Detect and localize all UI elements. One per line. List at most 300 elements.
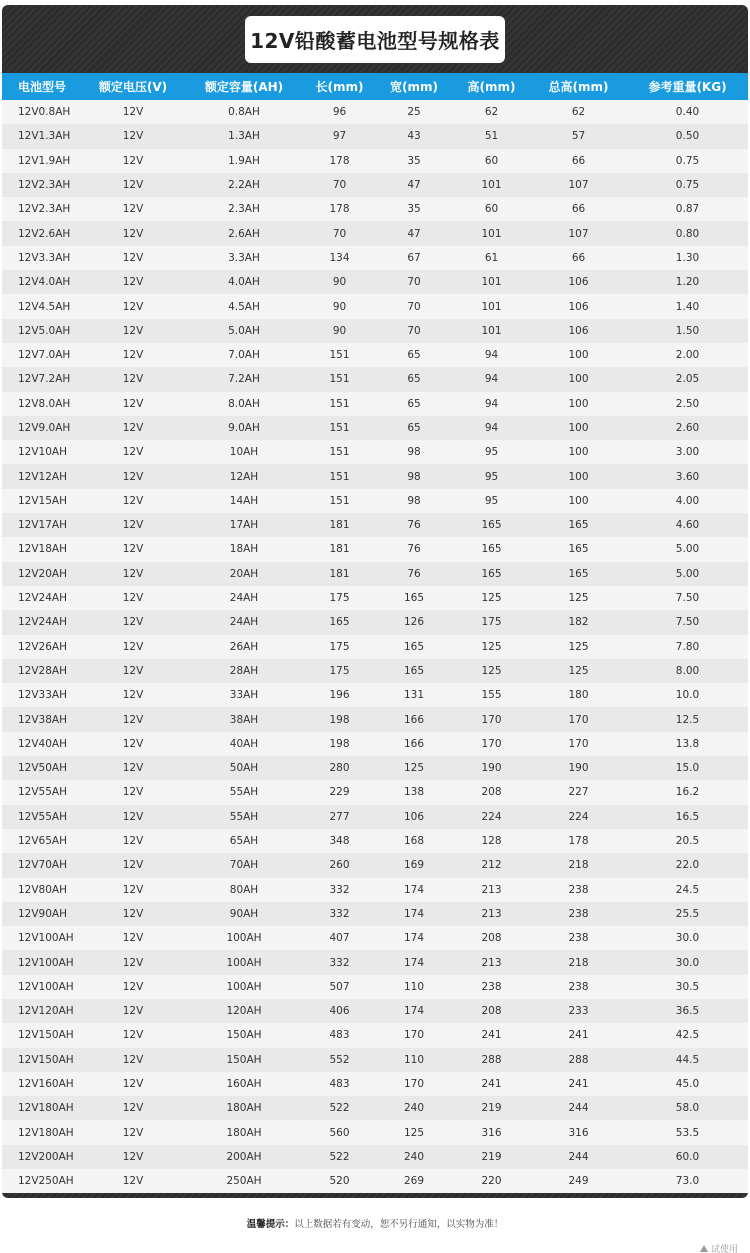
cell-height: 241: [453, 1023, 530, 1047]
table-header: [2, 73, 748, 100]
cell-height: 95: [453, 489, 530, 513]
table-row: [2, 805, 748, 829]
cell-width: 126: [375, 610, 453, 634]
cell-model: 12V4.0AH: [2, 270, 82, 294]
cell-height: 95: [453, 440, 530, 464]
cell-voltage: 12V: [82, 392, 184, 416]
cell-total-height: 100: [530, 464, 627, 488]
table-row: [2, 246, 748, 270]
cell-model: 12V2.6AH: [2, 221, 82, 245]
cell-height: 101: [453, 294, 530, 318]
cell-model: 12V24AH: [2, 610, 82, 634]
cell-model: 12V18AH: [2, 537, 82, 561]
cell-height: 213: [453, 902, 530, 926]
table-row: [2, 537, 748, 561]
cell-weight: 4.00: [627, 489, 748, 513]
cell-width: 125: [375, 756, 453, 780]
cell-voltage: 12V: [82, 1145, 184, 1169]
cell-model: 12V12AH: [2, 464, 82, 488]
cell-total-height: 241: [530, 1023, 627, 1047]
cell-model: 12V180AH: [2, 1096, 82, 1120]
column-header-total-height: 总高(mm): [530, 73, 627, 100]
cell-total-height: 224: [530, 805, 627, 829]
cell-weight: 58.0: [627, 1096, 748, 1120]
table-row: [2, 1096, 748, 1120]
cell-weight: 42.5: [627, 1023, 748, 1047]
cell-width: 110: [375, 975, 453, 999]
cell-voltage: 12V: [82, 562, 184, 586]
cell-total-height: 238: [530, 902, 627, 926]
cell-voltage: 12V: [82, 1048, 184, 1072]
cell-capacity: 1.9AH: [184, 149, 304, 173]
cell-weight: 0.50: [627, 124, 748, 148]
cell-voltage: 12V: [82, 610, 184, 634]
table-row: [2, 950, 748, 974]
cell-voltage: 12V: [82, 878, 184, 902]
cell-height: 208: [453, 926, 530, 950]
cell-model: 12V150AH: [2, 1048, 82, 1072]
cell-voltage: 12V: [82, 1096, 184, 1120]
cell-weight: 1.40: [627, 294, 748, 318]
cell-capacity: 2.6AH: [184, 221, 304, 245]
cell-capacity: 100AH: [184, 975, 304, 999]
cell-height: 101: [453, 270, 530, 294]
cell-height: 155: [453, 683, 530, 707]
cell-length: 560: [304, 1120, 375, 1144]
cell-height: 125: [453, 659, 530, 683]
cell-width: 240: [375, 1096, 453, 1120]
cell-length: 332: [304, 902, 375, 926]
cell-model: 12V55AH: [2, 780, 82, 804]
cell-total-height: 100: [530, 367, 627, 391]
cell-model: 12V4.5AH: [2, 294, 82, 318]
cell-height: 170: [453, 732, 530, 756]
cell-height: 219: [453, 1096, 530, 1120]
cell-total-height: 182: [530, 610, 627, 634]
cell-total-height: 106: [530, 270, 627, 294]
cell-total-height: 100: [530, 343, 627, 367]
cell-weight: 5.00: [627, 537, 748, 561]
cell-length: 332: [304, 950, 375, 974]
cell-capacity: 9.0AH: [184, 416, 304, 440]
cell-width: 76: [375, 537, 453, 561]
cell-capacity: 200AH: [184, 1145, 304, 1169]
cell-weight: 5.00: [627, 562, 748, 586]
cell-width: 170: [375, 1072, 453, 1096]
cell-model: 12V100AH: [2, 975, 82, 999]
cell-capacity: 26AH: [184, 635, 304, 659]
cell-total-height: 238: [530, 975, 627, 999]
cell-width: 170: [375, 1023, 453, 1047]
cell-length: 175: [304, 659, 375, 683]
cell-capacity: 38AH: [184, 707, 304, 731]
cell-length: 151: [304, 392, 375, 416]
cell-model: 12V3.3AH: [2, 246, 82, 270]
cell-total-height: 165: [530, 513, 627, 537]
cell-capacity: 180AH: [184, 1096, 304, 1120]
cell-width: 47: [375, 221, 453, 245]
cell-length: 520: [304, 1169, 375, 1193]
cell-total-height: 100: [530, 392, 627, 416]
cell-height: 62: [453, 100, 530, 124]
page-title: 12V铅酸蓄电池型号规格表: [245, 16, 505, 63]
cell-capacity: 18AH: [184, 537, 304, 561]
cell-total-height: 190: [530, 756, 627, 780]
cell-weight: 3.00: [627, 440, 748, 464]
cell-length: 70: [304, 173, 375, 197]
cell-width: 166: [375, 732, 453, 756]
cell-width: 125: [375, 1120, 453, 1144]
cell-width: 169: [375, 853, 453, 877]
table-row: [2, 1023, 748, 1047]
cell-weight: 30.0: [627, 926, 748, 950]
cell-width: 98: [375, 464, 453, 488]
cell-length: 181: [304, 562, 375, 586]
cell-length: 90: [304, 294, 375, 318]
cell-capacity: 20AH: [184, 562, 304, 586]
cell-voltage: 12V: [82, 805, 184, 829]
cell-total-height: 106: [530, 319, 627, 343]
cell-total-height: 238: [530, 926, 627, 950]
column-header-length: 长(mm): [304, 73, 375, 100]
cell-model: 12V200AH: [2, 1145, 82, 1169]
corner-text: 试使用: [710, 1245, 738, 1253]
cell-voltage: 12V: [82, 1072, 184, 1096]
cell-voltage: 12V: [82, 756, 184, 780]
cell-height: 101: [453, 221, 530, 245]
cell-model: 12V40AH: [2, 732, 82, 756]
cell-height: 241: [453, 1072, 530, 1096]
table-row: [2, 829, 748, 853]
cell-width: 138: [375, 780, 453, 804]
cell-voltage: 12V: [82, 1023, 184, 1047]
cell-weight: 1.30: [627, 246, 748, 270]
cell-model: 12V28AH: [2, 659, 82, 683]
cell-voltage: 12V: [82, 416, 184, 440]
cell-total-height: 170: [530, 707, 627, 731]
cell-capacity: 40AH: [184, 732, 304, 756]
cell-length: 507: [304, 975, 375, 999]
table-row: [2, 1145, 748, 1169]
cell-weight: 1.50: [627, 319, 748, 343]
cell-width: 269: [375, 1169, 453, 1193]
cell-height: 94: [453, 367, 530, 391]
column-header-height: 高(mm): [453, 73, 530, 100]
cell-width: 65: [375, 343, 453, 367]
cell-width: 240: [375, 1145, 453, 1169]
cell-capacity: 50AH: [184, 756, 304, 780]
cell-model: 12V0.8AH: [2, 100, 82, 124]
cell-model: 12V50AH: [2, 756, 82, 780]
cell-length: 175: [304, 586, 375, 610]
cell-weight: 25.5: [627, 902, 748, 926]
cell-height: 316: [453, 1120, 530, 1144]
cell-width: 165: [375, 659, 453, 683]
cell-total-height: 288: [530, 1048, 627, 1072]
cell-voltage: 12V: [82, 707, 184, 731]
cell-total-height: 218: [530, 853, 627, 877]
cell-total-height: 125: [530, 586, 627, 610]
cell-height: 224: [453, 805, 530, 829]
cell-capacity: 100AH: [184, 926, 304, 950]
cell-model: 12V120AH: [2, 999, 82, 1023]
cell-model: 12V38AH: [2, 707, 82, 731]
cell-voltage: 12V: [82, 537, 184, 561]
cell-width: 174: [375, 999, 453, 1023]
cell-total-height: 178: [530, 829, 627, 853]
cell-height: 190: [453, 756, 530, 780]
cell-width: 67: [375, 246, 453, 270]
cell-width: 165: [375, 586, 453, 610]
cell-capacity: 10AH: [184, 440, 304, 464]
table-row: [2, 586, 748, 610]
cell-height: 175: [453, 610, 530, 634]
cell-voltage: 12V: [82, 1120, 184, 1144]
cell-model: 12V250AH: [2, 1169, 82, 1193]
cell-width: 76: [375, 513, 453, 537]
cell-voltage: 12V: [82, 319, 184, 343]
cell-height: 212: [453, 853, 530, 877]
cell-height: 94: [453, 392, 530, 416]
cell-width: 166: [375, 707, 453, 731]
cell-height: 128: [453, 829, 530, 853]
cell-model: 12V1.3AH: [2, 124, 82, 148]
table-row: [2, 100, 748, 124]
cell-model: 12V90AH: [2, 902, 82, 926]
cell-capacity: 180AH: [184, 1120, 304, 1144]
cell-capacity: 55AH: [184, 780, 304, 804]
cell-length: 151: [304, 464, 375, 488]
cell-total-height: 244: [530, 1096, 627, 1120]
cell-width: 43: [375, 124, 453, 148]
cell-height: 208: [453, 999, 530, 1023]
cell-length: 483: [304, 1072, 375, 1096]
cell-model: 12V7.0AH: [2, 343, 82, 367]
cell-voltage: 12V: [82, 124, 184, 148]
table-row: [2, 416, 748, 440]
column-header-voltage: 额定电压(V): [82, 73, 184, 100]
cell-model: 12V100AH: [2, 950, 82, 974]
cell-model: 12V150AH: [2, 1023, 82, 1047]
cell-weight: 2.50: [627, 392, 748, 416]
cell-capacity: 90AH: [184, 902, 304, 926]
cell-voltage: 12V: [82, 100, 184, 124]
table-row: [2, 999, 748, 1023]
cell-weight: 8.00: [627, 659, 748, 683]
table-row: [2, 853, 748, 877]
cell-width: 35: [375, 149, 453, 173]
cell-weight: 0.75: [627, 173, 748, 197]
cell-capacity: 14AH: [184, 489, 304, 513]
table-row: [2, 343, 748, 367]
cell-total-height: 165: [530, 537, 627, 561]
table-row: [2, 440, 748, 464]
cell-width: 106: [375, 805, 453, 829]
cell-length: 90: [304, 319, 375, 343]
cell-height: 219: [453, 1145, 530, 1169]
cell-total-height: 100: [530, 489, 627, 513]
table-row: [2, 635, 748, 659]
cell-total-height: 125: [530, 635, 627, 659]
cell-weight: 7.50: [627, 610, 748, 634]
cell-total-height: 66: [530, 149, 627, 173]
cell-width: 70: [375, 319, 453, 343]
cell-length: 407: [304, 926, 375, 950]
cell-height: 220: [453, 1169, 530, 1193]
table-row: [2, 270, 748, 294]
cell-width: 98: [375, 440, 453, 464]
cell-voltage: 12V: [82, 732, 184, 756]
cell-weight: 7.80: [627, 635, 748, 659]
cell-capacity: 150AH: [184, 1048, 304, 1072]
cell-weight: 12.5: [627, 707, 748, 731]
cell-weight: 7.50: [627, 586, 748, 610]
cell-height: 60: [453, 197, 530, 221]
cell-model: 12V7.2AH: [2, 367, 82, 391]
cell-height: 125: [453, 586, 530, 610]
table-row: [2, 173, 748, 197]
table-row: [2, 392, 748, 416]
cell-model: 12V26AH: [2, 635, 82, 659]
cell-capacity: 2.2AH: [184, 173, 304, 197]
cell-width: 168: [375, 829, 453, 853]
cell-capacity: 17AH: [184, 513, 304, 537]
cell-capacity: 24AH: [184, 610, 304, 634]
cell-length: 165: [304, 610, 375, 634]
cell-capacity: 28AH: [184, 659, 304, 683]
cell-width: 174: [375, 926, 453, 950]
cell-width: 174: [375, 950, 453, 974]
cell-height: 51: [453, 124, 530, 148]
footer-note: [0, 1216, 750, 1230]
table-row: [2, 683, 748, 707]
cell-length: 280: [304, 756, 375, 780]
column-header-weight: 参考重量(KG): [627, 73, 748, 100]
cell-weight: 2.00: [627, 343, 748, 367]
cell-total-height: 62: [530, 100, 627, 124]
column-header-capacity: 额定容量(AH): [184, 73, 304, 100]
cell-model: 12V70AH: [2, 853, 82, 877]
cell-height: 170: [453, 707, 530, 731]
table-row: [2, 707, 748, 731]
cell-length: 277: [304, 805, 375, 829]
cell-model: 12V33AH: [2, 683, 82, 707]
cell-length: 134: [304, 246, 375, 270]
cell-voltage: 12V: [82, 489, 184, 513]
cell-total-height: 106: [530, 294, 627, 318]
cell-height: 125: [453, 635, 530, 659]
cell-weight: 16.2: [627, 780, 748, 804]
cell-weight: 3.60: [627, 464, 748, 488]
cell-voltage: 12V: [82, 780, 184, 804]
cell-length: 332: [304, 878, 375, 902]
cell-voltage: 12V: [82, 635, 184, 659]
cell-voltage: 12V: [82, 367, 184, 391]
cell-height: 95: [453, 464, 530, 488]
cell-weight: 0.40: [627, 100, 748, 124]
cell-capacity: 250AH: [184, 1169, 304, 1193]
cell-weight: 22.0: [627, 853, 748, 877]
cell-height: 94: [453, 343, 530, 367]
cell-total-height: 170: [530, 732, 627, 756]
cell-voltage: 12V: [82, 853, 184, 877]
cell-capacity: 7.0AH: [184, 343, 304, 367]
cell-width: 47: [375, 173, 453, 197]
cell-width: 174: [375, 878, 453, 902]
cell-voltage: 12V: [82, 683, 184, 707]
cell-weight: 36.5: [627, 999, 748, 1023]
spec-table: [2, 73, 748, 1193]
table-row: [2, 562, 748, 586]
note-text: 以上数据若有变动，恕不另行通知，以实物为准！: [294, 1219, 504, 1230]
cell-width: 165: [375, 635, 453, 659]
cell-width: 98: [375, 489, 453, 513]
cell-height: 101: [453, 173, 530, 197]
cell-width: 35: [375, 197, 453, 221]
cell-weight: 44.5: [627, 1048, 748, 1072]
corner-widget[interactable]: [700, 1244, 738, 1253]
cell-width: 65: [375, 416, 453, 440]
cell-capacity: 7.2AH: [184, 367, 304, 391]
cell-length: 151: [304, 416, 375, 440]
cell-total-height: 57: [530, 124, 627, 148]
triangle-icon: [700, 1245, 708, 1252]
table-row: [2, 1048, 748, 1072]
cell-capacity: 1.3AH: [184, 124, 304, 148]
cell-weight: 15.0: [627, 756, 748, 780]
cell-height: 60: [453, 149, 530, 173]
cell-model: 12V15AH: [2, 489, 82, 513]
cell-capacity: 3.3AH: [184, 246, 304, 270]
cell-length: 151: [304, 343, 375, 367]
cell-total-height: 249: [530, 1169, 627, 1193]
table-row: [2, 659, 748, 683]
cell-total-height: 244: [530, 1145, 627, 1169]
cell-model: 12V2.3AH: [2, 173, 82, 197]
cell-weight: 16.5: [627, 805, 748, 829]
cell-voltage: 12V: [82, 950, 184, 974]
cell-height: 61: [453, 246, 530, 270]
cell-model: 12V9.0AH: [2, 416, 82, 440]
cell-length: 178: [304, 197, 375, 221]
cell-capacity: 5.0AH: [184, 319, 304, 343]
cell-width: 76: [375, 562, 453, 586]
cell-weight: 53.5: [627, 1120, 748, 1144]
cell-length: 552: [304, 1048, 375, 1072]
cell-weight: 0.75: [627, 149, 748, 173]
cell-total-height: 233: [530, 999, 627, 1023]
cell-height: 288: [453, 1048, 530, 1072]
cell-capacity: 80AH: [184, 878, 304, 902]
cell-weight: 2.60: [627, 416, 748, 440]
cell-total-height: 100: [530, 440, 627, 464]
cell-capacity: 65AH: [184, 829, 304, 853]
table-row: [2, 756, 748, 780]
table-row: [2, 902, 748, 926]
cell-length: 348: [304, 829, 375, 853]
cell-capacity: 120AH: [184, 999, 304, 1023]
cell-length: 96: [304, 100, 375, 124]
cell-weight: 60.0: [627, 1145, 748, 1169]
cell-voltage: 12V: [82, 902, 184, 926]
cell-total-height: 238: [530, 878, 627, 902]
cell-width: 131: [375, 683, 453, 707]
cell-length: 151: [304, 440, 375, 464]
cell-model: 12V8.0AH: [2, 392, 82, 416]
table-row: [2, 1072, 748, 1096]
cell-height: 208: [453, 780, 530, 804]
cell-capacity: 33AH: [184, 683, 304, 707]
